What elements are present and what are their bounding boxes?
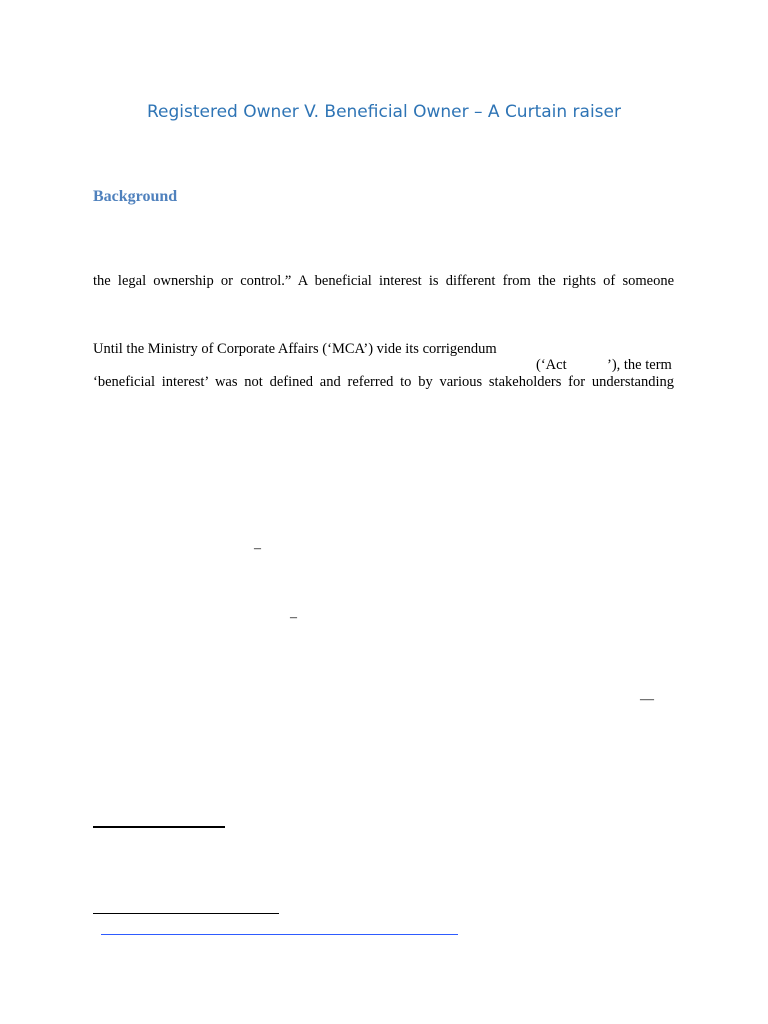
footnote-link-underline[interactable] [101, 934, 458, 935]
footnote-separator-rule [93, 826, 225, 828]
document-title: Registered Owner V. Beneficial Owner – A Curtain raiser [146, 102, 621, 122]
dash-mark-3: — [640, 692, 654, 707]
body-line-beneficial-interest: ‘beneficial interest’ was not defined and referred to by various stakeholders for understanding [93, 374, 674, 390]
body-line-act-abbreviation: (‘Act [536, 357, 567, 373]
dash-mark-1: – [254, 541, 261, 556]
body-line-legal-ownership: the legal ownership or control.” A beneficial interest is different from the rights of someone [93, 273, 674, 289]
section-heading-background: Background [93, 188, 178, 205]
body-line-ministry: Until the Ministry of Corporate Affairs (‘MCA’) vide its corrigendum [93, 341, 497, 357]
dash-mark-2: – [290, 610, 297, 625]
footnote-separator-rule-2 [93, 913, 279, 914]
body-line-term: ’), the term [607, 357, 672, 373]
